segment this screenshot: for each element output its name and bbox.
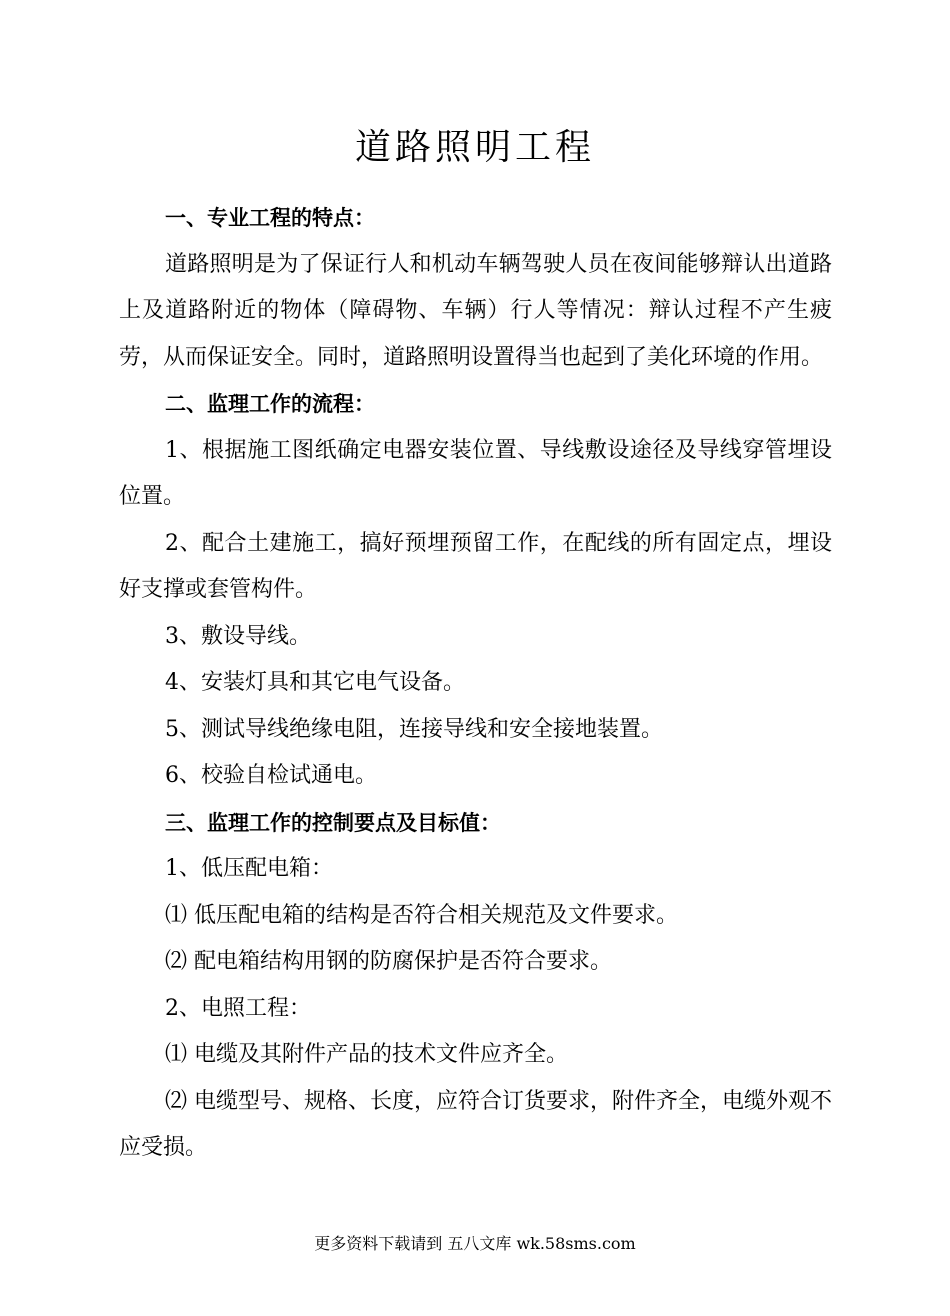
workflow-step-5: 5、测试导线绝缘电阻，连接导线和安全接地装置。 — [165, 716, 663, 742]
footer-note: 更多资料下载请到 五八文库 wk.58sms.com — [314, 1234, 636, 1253]
document-title: 道路照明工程 — [354, 127, 595, 168]
workflow-step-4: 4、安装灯具和其它电气设备。 — [165, 670, 465, 695]
control-subitem-cable-specs: ⑵ 电缆型号、规格、长度，应符合订货要求，附件齐全，电缆外观不应受损。 — [119, 1088, 832, 1160]
workflow-step-1: 1、根据施工图纸确定电器安装位置、导线敷设途径及导线穿管埋设位置。 — [119, 437, 832, 509]
workflow-step-6: 6、校验自检试通电。 — [165, 763, 377, 788]
control-item-lighting-works: 2、电照工程： — [165, 995, 311, 1021]
section-heading-control-points: 三、监理工作的控制要点及目标值： — [165, 810, 501, 835]
control-subitem-box-structure: ⑴ 低压配电箱的结构是否符合相关规范及文件要求。 — [165, 902, 678, 928]
workflow-step-3: 3、敷设导线。 — [165, 623, 311, 649]
control-subitem-cable-documents: ⑴ 电缆及其附件产品的技术文件应齐全。 — [165, 1042, 568, 1067]
control-item-low-voltage-box: 1、低压配电箱： — [165, 856, 333, 881]
section-heading-features: 一、专业工程的特点： — [165, 206, 375, 230]
document-body — [119, 195, 832, 1172]
section-heading-workflow: 二、监理工作的流程： — [165, 392, 375, 416]
workflow-step-2: 2、配合土建施工，搞好预埋预留工作，在配线的所有固定点，埋设好支撑或套管构件。 — [119, 530, 832, 602]
paragraph-features: 道路照明是为了保证行人和机动车辆驾驶人员在夜间能够辩认出道路上及道路附近的物体（障碍物、车辆）行人等情况：辩认过程不产生疲劳，从而保证安全。同时，道路照明设置得当也起到了美化环境的作用。 — [119, 251, 832, 370]
control-subitem-box-anticorrosion: ⑵ 配电箱结构用钢的防腐保护是否符合要求。 — [165, 949, 612, 974]
